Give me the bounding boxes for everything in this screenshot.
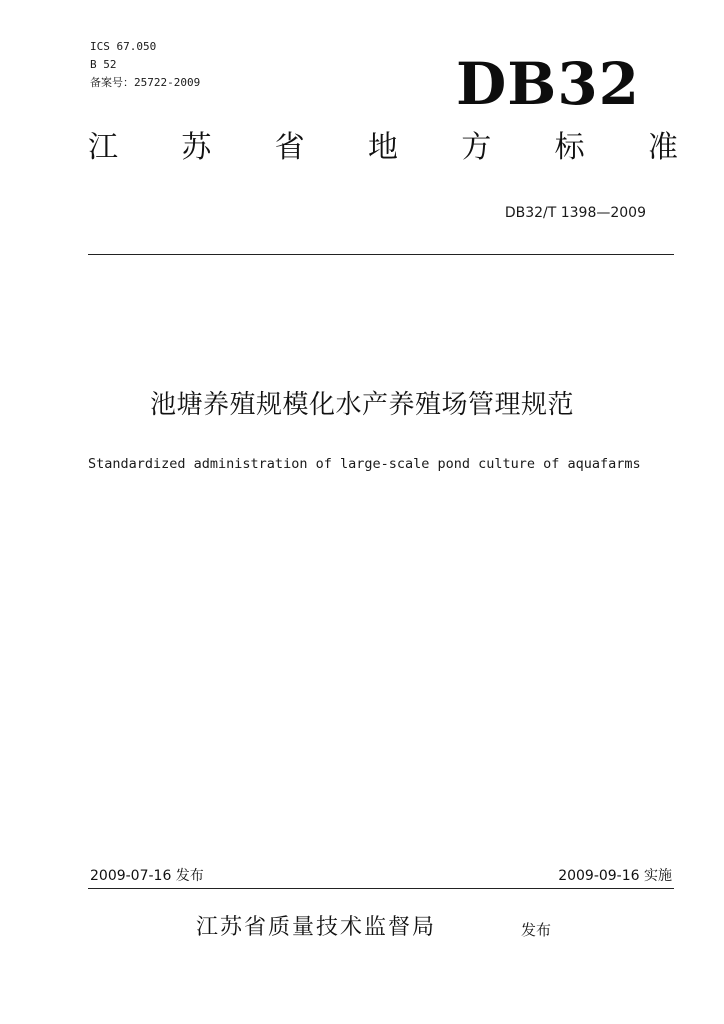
standard-type-char: 江 (88, 130, 118, 165)
document-title-chinese: 池塘养殖规模化水产养殖场管理规范 (149, 390, 574, 420)
document-title-english: Standardized administration of large-scale pond culture of aquafarms (88, 456, 641, 472)
standard-code: DB32/T 1398—2009 (504, 205, 646, 221)
standard-type-char: 方 (461, 130, 492, 165)
ics-code: ICS 67.050 (90, 40, 157, 53)
db32-logo: DB32 (456, 50, 641, 118)
standard-type-char: 地 (367, 130, 398, 165)
standard-type-heading (88, 128, 678, 168)
standard-type-char: 准 (647, 130, 678, 165)
issuing-authority-suffix: 发布 (521, 921, 552, 939)
implementation-date: 2009-09-16 实施 (558, 868, 672, 884)
record-number: 备案号：25722-2009 (90, 76, 201, 89)
standard-type-char: 省 (274, 130, 305, 165)
classification-code: B 52 (90, 58, 117, 71)
standard-type-char: 标 (554, 130, 585, 165)
standard-type-char: 苏 (181, 130, 212, 165)
issue-date: 2009-07-16 发布 (90, 868, 204, 884)
top-divider (88, 254, 674, 255)
bottom-divider (88, 888, 674, 889)
issuing-authority: 江苏省质量技术监督局 (196, 915, 437, 940)
